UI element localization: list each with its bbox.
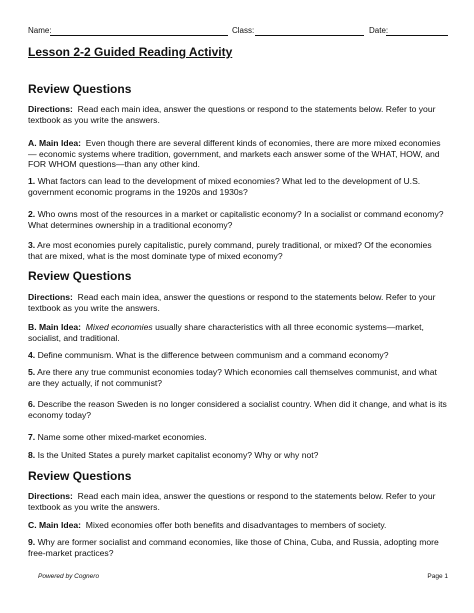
directions-text: Read each main idea, answer the questions or respond to the statements below. Refer to your textbook as you write the answers. [28, 292, 436, 313]
class-field-line[interactable] [255, 35, 364, 36]
name-field-line[interactable] [50, 35, 228, 36]
directions-label: Directions: [28, 104, 73, 114]
section-b-heading: Review Questions [28, 269, 132, 283]
question-number: 2. [28, 209, 36, 219]
lesson-title: Lesson 2-2 Guided Reading Activity [28, 45, 233, 59]
question-text: Who owns most of the resources in a market or capitalistic economy? In a socialist or command economy? What determines ownership in a traditional economy? [28, 209, 444, 230]
question-6 [28, 399, 448, 420]
header-fields [28, 26, 448, 40]
question-2 [28, 209, 448, 230]
date-label: Date: [369, 26, 389, 35]
main-idea-c [28, 520, 448, 531]
question-text: What factors can lead to the development of mixed economies? What led to the development of U.S. government economic programs in the 1920s and 1930s? [28, 176, 421, 197]
question-number: 1. [28, 176, 36, 186]
question-number: 8. [28, 450, 36, 460]
section-a-directions [28, 104, 448, 125]
question-9 [28, 537, 448, 558]
question-7 [28, 432, 448, 443]
class-label: Class: [232, 26, 255, 35]
section-a-heading: Review Questions [28, 82, 132, 96]
question-4 [28, 350, 448, 361]
question-number: 7. [28, 432, 36, 442]
question-number: 5. [28, 367, 36, 377]
main-idea-text: Mixed economies offer both benefits and disadvantages to members of society. [85, 520, 387, 530]
question-text: Are there any true communist economies today? Which economies call themselves communist, and what are they actually, if not communist? [28, 367, 437, 388]
page-number: Page 1 [427, 573, 448, 580]
name-label: Name: [28, 26, 52, 35]
directions-text: Read each main idea, answer the questions or respond to the statements below. Refer to your textbook as you write the answers. [28, 104, 436, 125]
question-text: Is the United States a purely market capitalist economy? Why or why not? [37, 450, 319, 460]
main-idea-label: A. Main Idea: [28, 138, 82, 148]
question-text: Describe the reason Sweden is no longer considered a socialist country. When did it change, and what is its economy today? [28, 399, 447, 420]
section-c-directions [28, 491, 448, 512]
main-idea-label: C. Main Idea: [28, 520, 82, 530]
question-number: 3. [28, 240, 36, 250]
question-number: 4. [28, 350, 36, 360]
question-5 [28, 367, 448, 388]
footer-credit: Powered by Cognero [38, 573, 100, 580]
question-1 [28, 176, 448, 197]
question-8 [28, 450, 448, 461]
question-3 [28, 240, 448, 261]
question-number: 6. [28, 399, 36, 409]
question-number: 9. [28, 537, 36, 547]
section-b-directions [28, 292, 448, 313]
question-text: Name some other mixed-market economies. [37, 432, 207, 442]
question-text: Why are former socialist and command economies, like those of China, Cuba, and Russia, adopting more free-market practices? [28, 537, 439, 558]
directions-text: Read each main idea, answer the questions or respond to the statements below. Refer to your textbook as you write the answers. [28, 491, 436, 512]
main-idea-a [28, 138, 448, 170]
question-text: Are most economies purely capitalistic, purely command, purely traditional, or mixed? Of the economies that are mixed, what is the most dominate type of mixed economy? [28, 240, 432, 261]
main-idea-text: usually share characteristics with all three economic systems—market, socialist, and traditional. [28, 322, 424, 343]
main-idea-label: B. Main Idea: [28, 322, 82, 332]
main-idea-text: Even though there are several different kinds of economies, there are more mixed economies— economic systems where tradition, government, and markets each answer some of the WHAT, HOW, and FOR WHOM questions—than any other kind. [28, 138, 441, 169]
directions-label: Directions: [28, 491, 73, 501]
section-c-heading: Review Questions [28, 469, 132, 483]
question-text: Define communism. What is the difference between communism and a command economy? [37, 350, 389, 360]
main-idea-italic: Mixed economies [85, 322, 153, 332]
directions-label: Directions: [28, 292, 73, 302]
date-field-line[interactable] [386, 35, 448, 36]
main-idea-b [28, 322, 448, 343]
